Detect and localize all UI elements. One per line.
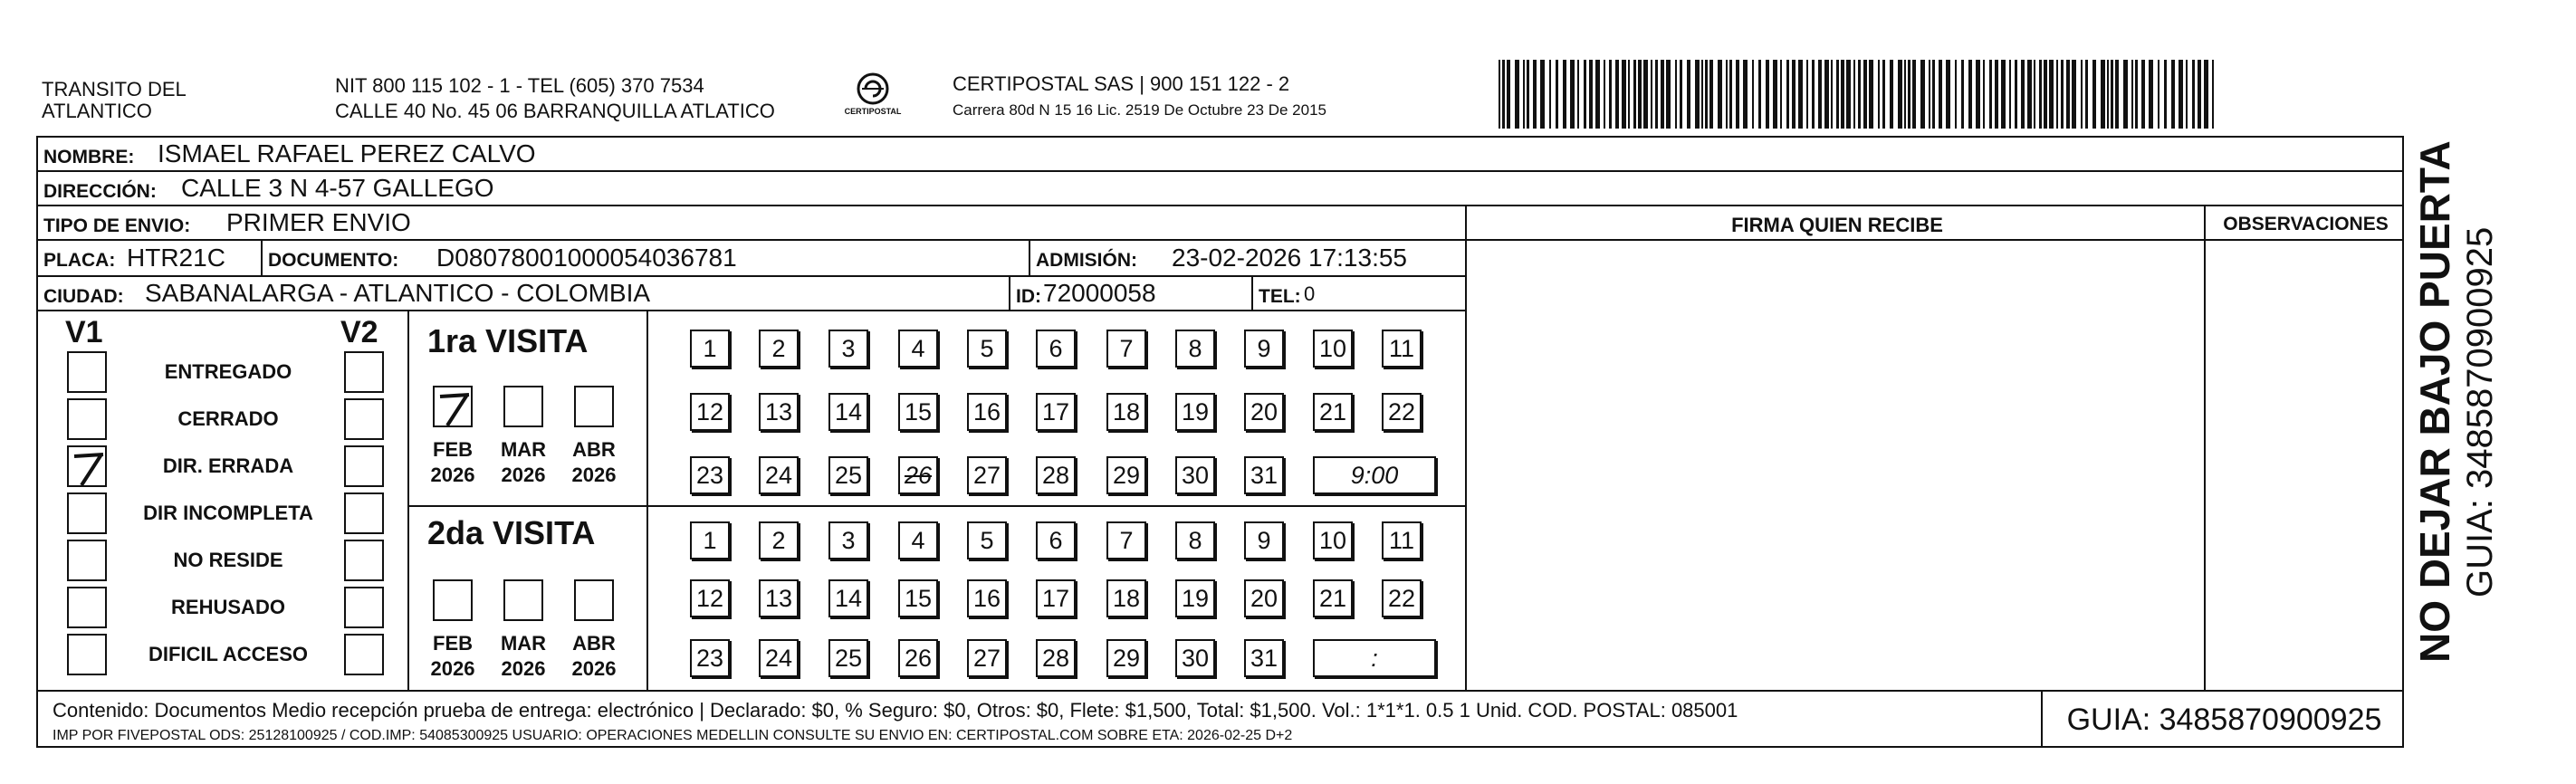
ciudad-label: CIUDAD: (43, 286, 124, 307)
first-day-box[interactable]: 27 (967, 456, 1007, 494)
first-day-box[interactable]: 2 (759, 330, 799, 368)
status-label: DIFICIL ACCESO (148, 643, 308, 665)
second-day-box[interactable]: 1 (690, 521, 730, 559)
second-day-box[interactable]: 4 (898, 521, 938, 559)
nombre-label: NOMBRE: (43, 147, 135, 167)
second-day-box[interactable]: 28 (1036, 639, 1076, 677)
status-label: REHUSADO (171, 596, 285, 618)
v1-checkbox[interactable] (67, 587, 107, 628)
first-day-box[interactable]: 3 (828, 330, 868, 368)
month-year: 2026 (571, 464, 617, 486)
courier-sub: Carrera 80d N 15 16 Lic. 2519 De Octubre 23 De 2015 (953, 101, 1326, 119)
obs-label: OBSERVACIONES (2223, 214, 2389, 234)
first-day-box[interactable]: 1 (690, 330, 730, 368)
second-day-box[interactable]: 3 (828, 521, 868, 559)
month-checkbox[interactable] (503, 386, 543, 427)
second-day-box[interactable]: 8 (1175, 521, 1215, 559)
first-day-box[interactable]: 16 (967, 393, 1007, 431)
first-day-box[interactable]: 11 (1382, 330, 1422, 368)
tel-value: 0 (1304, 282, 1316, 305)
second-day-box[interactable]: 16 (967, 579, 1007, 617)
month-checkbox[interactable] (503, 579, 543, 621)
side-warning: NO DEJAR BAJO PUERTA (2411, 140, 2458, 663)
month-name: ABR (572, 632, 616, 655)
nombre-value: ISMAEL RAFAEL PEREZ CALVO (158, 139, 536, 167)
v2-header: V2 (340, 315, 378, 349)
first-day-box[interactable]: 26 (898, 456, 938, 494)
second-day-box[interactable]: 31 (1244, 639, 1284, 677)
month-year: 2026 (501, 464, 546, 486)
second-day-box[interactable]: 26 (898, 639, 938, 677)
month-name: ABR (572, 438, 616, 461)
obs-area (2204, 239, 2404, 692)
second-day-box[interactable]: 5 (967, 521, 1007, 559)
direccion-label: DIRECCIÓN: (43, 181, 157, 202)
id-label: ID: (1016, 286, 1041, 307)
second-day-box[interactable]: 7 (1106, 521, 1146, 559)
first-day-box[interactable]: 6 (1036, 330, 1076, 368)
check-mark-icon (69, 447, 109, 489)
address-line: CALLE 40 No. 45 06 BARRANQUILLA ATLATICO (335, 100, 775, 122)
id-cell (1009, 275, 1253, 311)
v2-checkbox[interactable] (344, 587, 384, 628)
second-day-box[interactable]: 30 (1175, 639, 1215, 677)
v1-checkbox[interactable] (67, 634, 107, 675)
v1-checkbox[interactable] (67, 351, 107, 393)
v2-checkbox[interactable] (344, 634, 384, 675)
admision-cell (1029, 239, 1467, 277)
firma-area (1465, 239, 2206, 692)
month-year: 2026 (430, 657, 475, 680)
courier-line: CERTIPOSTAL SAS | 900 151 122 - 2 (953, 72, 1290, 95)
first-day-box[interactable]: 24 (759, 456, 799, 494)
admision-label: ADMISIÓN: (1036, 250, 1137, 271)
month-year: 2026 (571, 657, 617, 680)
status-label: DIR INCOMPLETA (143, 502, 313, 524)
first-day-box[interactable]: 13 (759, 393, 799, 431)
second-day-box[interactable]: 13 (759, 579, 799, 617)
second-day-box[interactable]: 29 (1106, 639, 1146, 677)
second-day-box[interactable]: 25 (828, 639, 868, 677)
month-checkbox[interactable] (433, 386, 473, 427)
certipostal-logo (837, 67, 909, 127)
documento-cell (261, 239, 1030, 277)
v1-checkbox[interactable] (67, 445, 107, 487)
placa-label: PLACA: (43, 250, 116, 271)
first-day-box[interactable]: 8 (1175, 330, 1215, 368)
obs-header (2204, 205, 2404, 241)
second-day-box[interactable]: 20 (1244, 579, 1284, 617)
first-day-box[interactable]: 7 (1106, 330, 1146, 368)
second-day-box[interactable]: 27 (967, 639, 1007, 677)
first-day-box[interactable]: 28 (1036, 456, 1076, 494)
v1-checkbox[interactable] (67, 492, 107, 534)
first-day-box[interactable]: 14 (828, 393, 868, 431)
tipo-row (36, 205, 1467, 241)
ciudad-cell (36, 275, 1010, 311)
second-day-box[interactable]: 12 (690, 579, 730, 617)
second-day-box[interactable]: 6 (1036, 521, 1076, 559)
second-day-box[interactable]: 18 (1106, 579, 1146, 617)
second-day-box[interactable]: 23 (690, 639, 730, 677)
month-year: 2026 (501, 657, 546, 680)
tipo-label: TIPO DE ENVIO: (43, 215, 191, 236)
first-day-box[interactable]: 29 (1106, 456, 1146, 494)
month-name: MAR (500, 632, 547, 655)
first-day-box[interactable]: 9 (1244, 330, 1284, 368)
side-guia: GUIA: 3485870900925 (2460, 226, 2500, 598)
certipostal-logo-icon (837, 67, 909, 127)
month-name: FEB (433, 632, 473, 655)
nit-line: NIT 800 115 102 - 1 - TEL (605) 370 7534 (335, 74, 704, 97)
first-day-box[interactable]: 23 (690, 456, 730, 494)
tipo-value: PRIMER ENVIO (226, 208, 411, 236)
second-day-box[interactable]: 21 (1313, 579, 1353, 617)
documento-value: D08078001000054036781 (436, 244, 737, 272)
second-day-box[interactable]: 19 (1175, 579, 1215, 617)
month-checkbox[interactable] (574, 386, 614, 427)
v1-checkbox[interactable] (67, 540, 107, 581)
second-time-box[interactable]: : (1313, 639, 1436, 677)
first-day-box[interactable]: 22 (1382, 393, 1422, 431)
month-checkbox[interactable] (574, 579, 614, 621)
second-visit-title: 2da VISITA (427, 514, 596, 551)
first-day-box[interactable]: 4 (898, 330, 938, 368)
second-day-box[interactable]: 10 (1313, 521, 1353, 559)
footer-guia: GUIA: 3485870900925 (2066, 703, 2382, 737)
first-day-box[interactable]: 15 (898, 393, 938, 431)
v2-checkbox[interactable] (344, 540, 384, 581)
first-day-box[interactable]: 5 (967, 330, 1007, 368)
footer-line1: Contenido: Documentos Medio recepción prueba de entrega: electrónico | Declarado: $0, % Seguro: $0, Otros: $0, Flete: $1,500, Total: $1,500. Vol.: 1*1*1. 0.5 1 Unid. COD. POSTAL: 085001 (53, 699, 1738, 722)
second-day-box[interactable]: 9 (1244, 521, 1284, 559)
second-day-box[interactable]: 11 (1382, 521, 1422, 559)
status-label: CERRADO (177, 407, 279, 430)
first-day-box[interactable]: 10 (1313, 330, 1353, 368)
firma-header (1465, 205, 2206, 241)
first-visit-title: 1ra VISITA (427, 322, 589, 359)
second-day-box[interactable]: 2 (759, 521, 799, 559)
first-day-box[interactable]: 25 (828, 456, 868, 494)
first-day-box[interactable]: 12 (690, 393, 730, 431)
first-day-box[interactable]: 20 (1244, 393, 1284, 431)
ciudad-value: SABANALARGA - ATLANTICO - COLOMBIA (145, 279, 651, 307)
org-name-line1: TRANSITO DEL (42, 78, 187, 100)
org-name-line2: ATLANTICO (42, 100, 152, 122)
first-day-box[interactable]: 30 (1175, 456, 1215, 494)
placa-cell (36, 239, 263, 277)
v2-checkbox[interactable] (344, 351, 384, 393)
footer-line2: IMP POR FIVEPOSTAL ODS: 25128100925 / COD.IMP: 54085300925 USUARIO: OPERACIONES MEDELLIN CONSULTE SU ENVIO EN: CERTIPOSTAL.COM SOBRE ETA: 2026-02-25 D+2 (53, 728, 1293, 743)
documento-label: DOCUMENTO: (268, 250, 399, 271)
logo-text: CERTIPOSTAL (844, 107, 902, 116)
v1-header: V1 (65, 315, 103, 349)
firma-label: FIRMA QUIEN RECIBE (1731, 214, 1943, 236)
v2-checkbox[interactable] (344, 445, 384, 487)
first-day-box[interactable]: 21 (1313, 393, 1353, 431)
direccion-row (36, 170, 2404, 206)
status-label: NO RESIDE (173, 549, 283, 571)
v2-checkbox[interactable] (344, 398, 384, 440)
tel-cell (1251, 275, 1467, 311)
placa-value: HTR21C (127, 244, 225, 272)
nombre-row (36, 136, 2404, 172)
second-day-box[interactable]: 22 (1382, 579, 1422, 617)
second-day-box[interactable]: 24 (759, 639, 799, 677)
first-time-box[interactable]: 9:00 (1313, 456, 1436, 494)
tel-label: TEL: (1259, 286, 1301, 307)
second-day-box[interactable]: 15 (898, 579, 938, 617)
status-label: ENTREGADO (164, 360, 292, 383)
barcode (1499, 60, 2223, 129)
first-day-box[interactable]: 19 (1175, 393, 1215, 431)
id-value: 72000058 (1043, 279, 1156, 307)
first-day-box[interactable]: 17 (1036, 393, 1076, 431)
second-day-box[interactable]: 17 (1036, 579, 1076, 617)
month-checkbox[interactable] (433, 579, 473, 621)
footer-guia-cell (2041, 690, 2404, 748)
v2-checkbox[interactable] (344, 492, 384, 534)
first-day-box[interactable]: 18 (1106, 393, 1146, 431)
month-name: MAR (500, 438, 547, 461)
direccion-value: CALLE 3 N 4-57 GALLEGO (181, 174, 494, 202)
admision-value: 23-02-2026 17:13:55 (1172, 244, 1407, 272)
month-name: FEB (433, 438, 473, 461)
status-label: DIR. ERRADA (162, 454, 294, 477)
month-year: 2026 (430, 464, 475, 486)
check-mark-icon (435, 387, 474, 429)
second-day-box[interactable]: 14 (828, 579, 868, 617)
first-day-box[interactable]: 31 (1244, 456, 1284, 494)
v1-checkbox[interactable] (67, 398, 107, 440)
